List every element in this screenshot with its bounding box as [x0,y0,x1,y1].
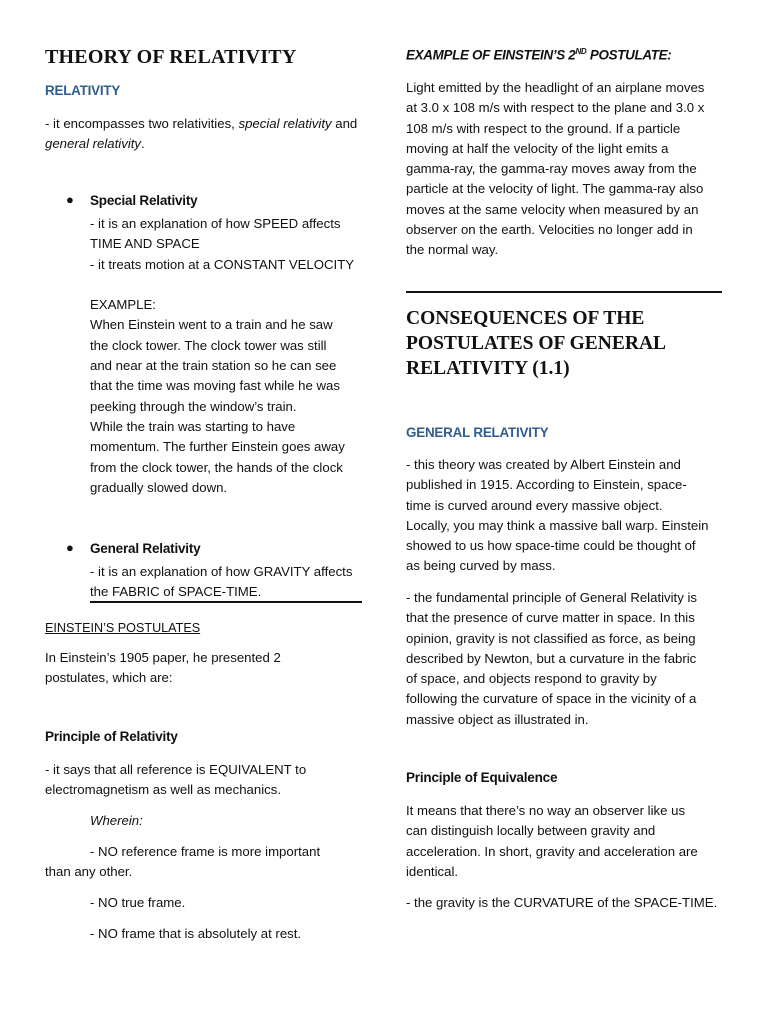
postulates-intro [45,648,363,689]
gr-line: following the curvature of space in the vicinity of a [406,691,697,707]
heading-superscript: ND [575,47,587,56]
wherein-label: Wherein: [90,813,143,828]
section-divider [406,291,722,293]
example-line: the clock tower. The clock tower was still [90,337,327,353]
bullet-icon: ● [66,540,74,555]
principle-of-relativity-body [45,760,363,801]
gr-line: opinion, gravity is not classified as force, as being [406,630,696,646]
relativity-heading: RELATIVITY [45,83,121,98]
general-relativity-heading: General Relativity [90,541,201,556]
example-line: gradually slowed down. [90,479,228,495]
special-relativity-body [90,214,370,498]
example-line: When Einstein went to a train and he saw [90,317,333,333]
gr-line: time is curved around every massive object. [406,497,663,513]
title-line: POSTULATES OF GENERAL [406,333,667,354]
gr-line: as being curved by mass. [406,558,556,574]
special-line: - it is an explanation of how SPEED affects [90,216,341,231]
bullet-icon: ● [66,192,74,207]
special-line: - it treats motion at a CONSTANT VELOCITY [90,256,355,272]
example-line: Light emitted by the headlight of an airplane moves [406,80,705,95]
example-line: at 3.0 x 108 m/s with respect to the plane and 3.0 x [406,100,705,116]
intro-text-and: and [331,116,358,131]
example-line: momentum. The further Einstein goes away [90,439,345,455]
example-line: observer on the earth. Velocities no longer add in [406,222,693,238]
general-line: - it is an explanation of how GRAVITY affects [90,564,353,579]
page-title: THEORY OF RELATIVITY [45,46,297,68]
point-no-reference-frame: - NO reference frame is more important [90,844,321,859]
point-no-frame-at-rest: - NO frame that is absolutely at rest. [90,926,302,941]
example-line: gamma-ray, the gamma-ray moves away from the [406,161,697,177]
intro-general-term: general relativity [45,136,142,152]
gr-line: that the presence of curve matter in space. In this [406,610,695,626]
title-line: RELATIVITY (1.1) [406,358,570,379]
gr-line: - this theory was created by Albert Einstein and [406,457,681,472]
point-no-reference-frame-cont: than any other. [45,864,133,879]
principle-of-relativity-heading: Principle of Relativity [45,729,178,744]
principle-line: electromagnetism as well as mechanics. [45,782,282,798]
heading-text: POSTULATE: [586,47,672,63]
relativity-intro [45,114,357,155]
postulates-line: postulates, which are: [45,670,173,686]
example-line: peeking through the window’s train. [90,398,297,414]
equivalence-line: It means that there’s no way an observer like us [406,803,686,818]
title-line: CONSEQUENCES OF THE [406,308,645,329]
general-relativity-body [90,562,370,603]
gr-line: massive object as illustrated in. [406,711,589,727]
example-line: and near at the train station so he can see [90,358,337,374]
postulates-line: In Einstein’s 1905 paper, he presented 2 [45,650,281,665]
section-divider [90,601,362,603]
principle-line: - it says that all reference is EQUIVALENT to [45,762,307,777]
intro-text: - it encompasses two relativities, [45,116,239,131]
consequences-title [406,306,666,381]
equivalence-line: can distinguish locally between gravity and [406,823,656,839]
postulates-heading: EINSTEIN’S POSTULATES [45,621,201,635]
general-relativity-paragraph-2 [406,588,724,730]
special-line: TIME AND SPACE [90,236,200,252]
intro-special-term: special relativity [238,116,332,131]
heading-text: EXAMPLE OF EINSTEIN’S 2 [406,47,576,63]
equivalence-line: acceleration. In short, gravity and acceleration are [406,843,698,859]
general-relativity-paragraph-1 [406,455,724,577]
example-line: moving at half the velocity of the light emits a [406,140,669,156]
intro-period: . [141,136,145,152]
example-line: from the clock tower, the hands of the clock [90,459,343,475]
gr-line: - the fundamental principle of General Relativity is [406,590,698,605]
gr-line: Locally, you may think a massive ball warp. Einstein [406,517,709,533]
example-line: 108 m/s with respect to the ground. If a particle [406,120,681,136]
principle-of-equivalence-body [406,801,724,882]
example-postulate-body [406,78,724,261]
point-no-true-frame: - NO true frame. [90,895,186,910]
example-line: particle at the velocity of light. The gamma-ray also [406,181,704,197]
gr-line: published in 1915. According to Einstein, space- [406,477,687,493]
general-line: the FABRIC of SPACE-TIME. [90,584,262,600]
gr-line: of space, and objects respond to gravity by [406,671,657,687]
special-relativity-heading: Special Relativity [90,193,198,208]
example-postulate-heading [406,47,671,62]
general-relativity-heading: GENERAL RELATIVITY [406,425,549,440]
example-line: While the train was starting to have [90,418,296,434]
gravity-curvature-line: - the gravity is the CURVATURE of the SPACE-TIME. [406,895,718,910]
example-line: that the time was moving fast while he was [90,378,340,394]
principle-of-equivalence-heading: Principle of Equivalence [406,770,558,785]
gr-line: showed to us how space-time could be thought of [406,538,696,554]
example-label: EXAMPLE: [90,297,156,313]
gr-line: described by Newton, but a curvature in the fabric [406,650,697,666]
equivalence-line: identical. [406,863,459,879]
example-line: moves at the same velocity when measured by an [406,201,699,217]
example-line: the normal way. [406,242,499,258]
